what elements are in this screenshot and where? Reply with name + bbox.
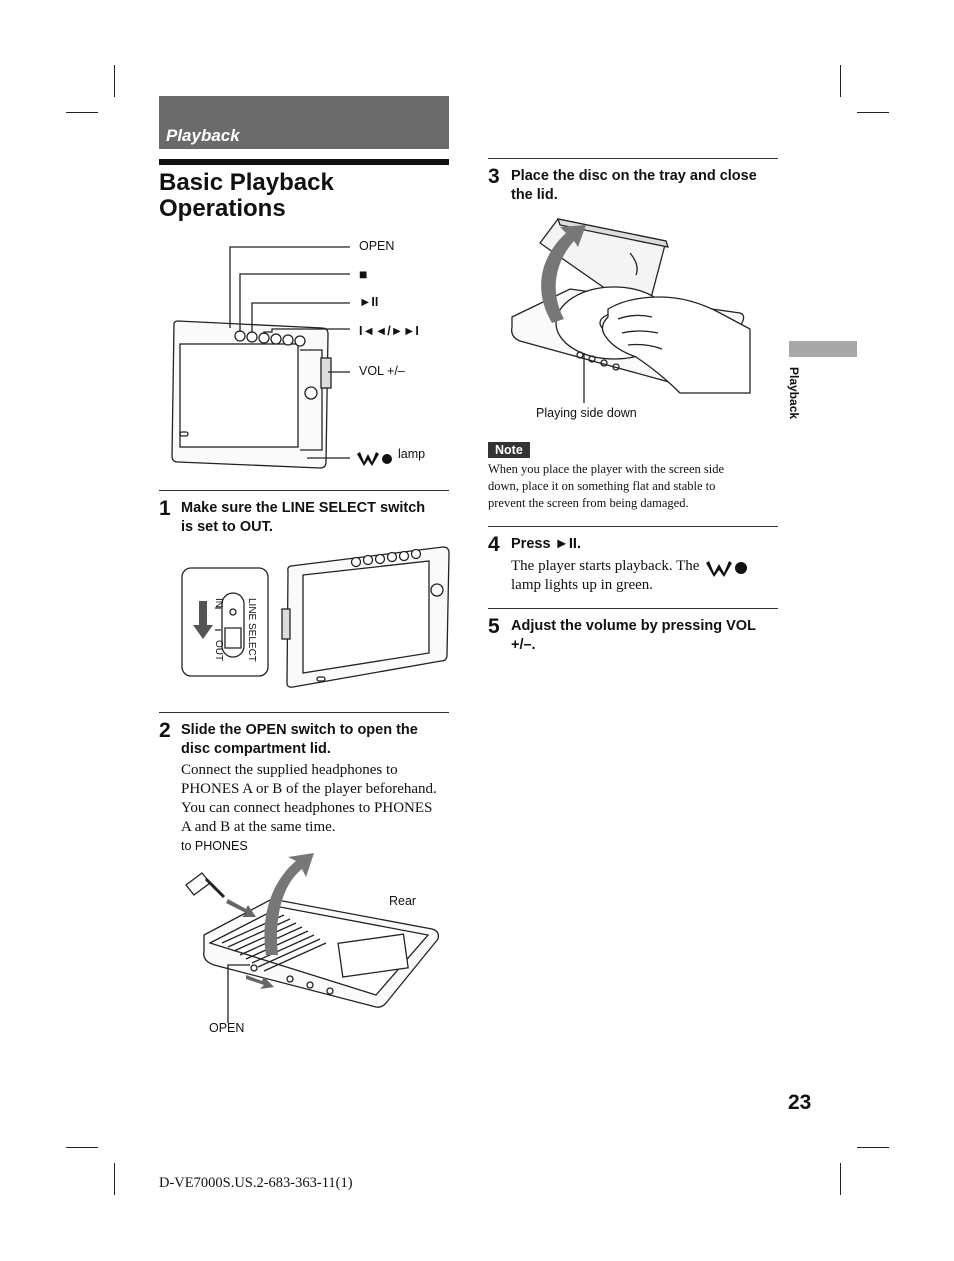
footer-code: D-VE7000S.US.2-683-363-11(1) bbox=[159, 1175, 353, 1191]
crop-mark bbox=[857, 112, 889, 113]
crop-mark bbox=[840, 1163, 841, 1195]
walkman-lamp-icon bbox=[708, 557, 750, 577]
crop-mark bbox=[66, 112, 98, 113]
note-label: Note bbox=[488, 442, 530, 458]
callout-open: OPEN bbox=[359, 239, 395, 253]
step-number: 1 bbox=[159, 497, 171, 520]
step-divider bbox=[159, 490, 449, 491]
crop-mark bbox=[840, 65, 841, 97]
step-heading: Make sure the LINE SELECT switch is set to OUT. bbox=[181, 500, 426, 535]
step-body: Connect the supplied headphones to PHONES A or B of the player beforehand. You can connect headphones to PHONES A and B at the same time. bbox=[181, 762, 437, 835]
step-number: 2 bbox=[159, 719, 171, 742]
step-divider bbox=[159, 712, 449, 713]
page-number: 23 bbox=[788, 1091, 812, 1114]
callout-play-pause: ►II bbox=[359, 295, 379, 309]
callout-rear: Rear bbox=[389, 894, 417, 908]
step-number: 4 bbox=[488, 533, 500, 556]
step-number: 3 bbox=[488, 165, 500, 188]
callout-stop: ■ bbox=[359, 266, 368, 282]
crop-mark bbox=[114, 65, 115, 97]
step-divider bbox=[488, 158, 778, 159]
title-rule bbox=[159, 159, 449, 165]
callout-to-phones: to PHONES bbox=[181, 839, 248, 853]
title-line: Operations bbox=[159, 195, 286, 222]
switch-label-line-select: LINE SELECT bbox=[246, 598, 257, 662]
callout-open-switch: OPEN bbox=[209, 1021, 245, 1035]
callout-skip: I◄◄/►►I bbox=[359, 324, 419, 338]
player-rear-illustration bbox=[180, 855, 450, 1025]
player-front-illustration bbox=[160, 240, 450, 480]
side-tab bbox=[789, 341, 857, 357]
step-body: The player starts playback. The lamp lights up in green. bbox=[511, 558, 700, 593]
step-divider bbox=[488, 608, 778, 609]
section-band bbox=[159, 96, 449, 149]
step-heading: Adjust the volume by pressing VOL +/–. bbox=[511, 618, 756, 653]
step-heading: Place the disc on the tray and close the lid. bbox=[511, 168, 757, 203]
switch-label-out: OUT bbox=[213, 640, 224, 662]
crop-mark bbox=[114, 1163, 115, 1195]
step-heading: Press ►II. bbox=[511, 536, 581, 552]
side-tab-label: Playback bbox=[787, 367, 801, 420]
crop-mark bbox=[857, 1147, 889, 1148]
section-label: Playback bbox=[166, 126, 240, 145]
callout-lamp: lamp bbox=[398, 447, 426, 461]
step-divider bbox=[488, 526, 778, 527]
page-title bbox=[159, 170, 334, 222]
callout-volume: VOL +/– bbox=[359, 364, 405, 378]
step-number: 5 bbox=[488, 615, 500, 638]
line-select-switch-illustration bbox=[181, 545, 456, 695]
step-heading: Slide the OPEN switch to open the disc compartment lid. bbox=[181, 722, 418, 757]
title-line: Basic Playback bbox=[159, 169, 334, 196]
switch-label-in: IN bbox=[213, 598, 224, 608]
disc-tray-illustration bbox=[510, 213, 750, 398]
figure-caption: Playing side down bbox=[536, 406, 637, 420]
crop-mark bbox=[66, 1147, 98, 1148]
note-text: When you place the player with the screen side down, place it on something flat and stable to prevent the screen from being damaged. bbox=[488, 462, 725, 510]
